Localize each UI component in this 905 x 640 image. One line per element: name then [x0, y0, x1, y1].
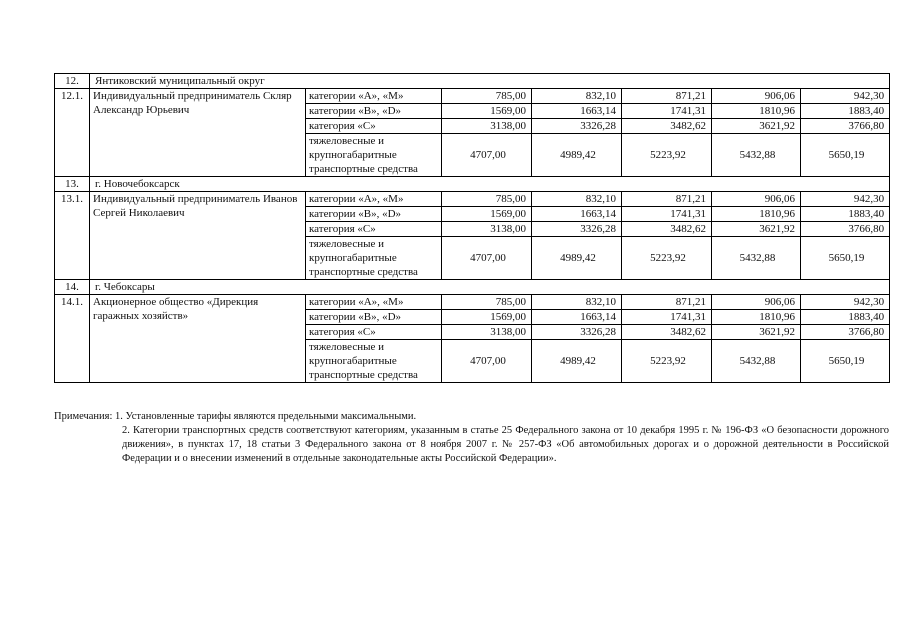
tariff-value: 942,30	[801, 295, 890, 310]
row-number: 14.1.	[55, 295, 90, 383]
tariff-value: 4707,00	[442, 134, 532, 177]
tariff-value: 1883,40	[801, 310, 890, 325]
row-number: 13.1.	[55, 192, 90, 280]
tariff-value: 3766,80	[801, 222, 890, 237]
section-header-row	[55, 280, 890, 295]
tariff-value: 1741,31	[622, 310, 712, 325]
tariff-value: 1883,40	[801, 104, 890, 119]
section-number: 14.	[55, 280, 90, 295]
tariff-value: 5432,88	[712, 134, 801, 177]
vehicle-category: категория «С»	[306, 325, 442, 340]
tariff-value: 5432,88	[712, 340, 801, 383]
vehicle-category: категории «А», «М»	[306, 89, 442, 104]
vehicle-category: тяжеловесные и крупногабаритные транспортные средства	[306, 134, 442, 177]
tariff-value: 1741,31	[622, 104, 712, 119]
tariff-value: 942,30	[801, 192, 890, 207]
tariff-value: 3766,80	[801, 119, 890, 134]
tariff-value: 1810,96	[712, 207, 801, 222]
tariff-value: 906,06	[712, 89, 801, 104]
section-number: 13.	[55, 177, 90, 192]
tariff-value: 1569,00	[442, 207, 532, 222]
tariff-value: 1569,00	[442, 104, 532, 119]
tariff-value: 5223,92	[622, 237, 712, 280]
tariff-value: 785,00	[442, 295, 532, 310]
tariff-value: 1663,14	[532, 104, 622, 119]
tariff-value: 3326,28	[532, 325, 622, 340]
tariff-table	[54, 73, 890, 383]
organization-name: Акционерное общество «Дирекция гаражных хозяйств»	[90, 295, 306, 383]
tariff-value: 3621,92	[712, 222, 801, 237]
tariff-value: 5650,19	[801, 237, 890, 280]
vehicle-category: тяжеловесные и крупногабаритные транспортные средства	[306, 340, 442, 383]
tariff-value: 832,10	[532, 192, 622, 207]
note-2: 2. Категории транспортных средств соответствуют категориям, указанным в статье 25 Федерального закона от 10 декабря 1995 г. № 196-ФЗ «О безопасности дорожного движения», в пунктах 17, 18 статьи 3 Федерального закона от 8 ноября 2007 г. № 257-ФЗ «Об автомобильных дорогах и о дорожной деятельности в Российской Федерации и о внесении изменений в отдельные законодательные акты Российской Федерации».	[122, 425, 889, 464]
vehicle-category: тяжеловесные и крупногабаритные транспортные средства	[306, 237, 442, 280]
notes	[54, 410, 889, 466]
tariff-value: 906,06	[712, 192, 801, 207]
tariff-value: 1569,00	[442, 310, 532, 325]
tariff-value: 832,10	[532, 295, 622, 310]
section-header-row	[55, 177, 890, 192]
table-body	[55, 74, 890, 383]
tariff-value: 1663,14	[532, 207, 622, 222]
tariff-value: 785,00	[442, 192, 532, 207]
tariff-value: 4707,00	[442, 340, 532, 383]
tariff-value: 4989,42	[532, 237, 622, 280]
tariff-value: 3326,28	[532, 119, 622, 134]
tariff-value: 3138,00	[442, 222, 532, 237]
tariff-value: 5223,92	[622, 134, 712, 177]
tariff-value: 4989,42	[532, 340, 622, 383]
row-number: 12.1.	[55, 89, 90, 177]
organization-name: Индивидуальный предприниматель Скляр Александр Юрьевич	[90, 89, 306, 177]
vehicle-category: категории «В», «D»	[306, 310, 442, 325]
tariff-value: 871,21	[622, 89, 712, 104]
tariff-value: 4989,42	[532, 134, 622, 177]
organization-name: Индивидуальный предприниматель Иванов Сергей Николаевич	[90, 192, 306, 280]
tariff-value: 3621,92	[712, 119, 801, 134]
tariff-value: 1663,14	[532, 310, 622, 325]
tariff-value: 1810,96	[712, 310, 801, 325]
tariff-value: 871,21	[622, 192, 712, 207]
tariff-value: 3138,00	[442, 119, 532, 134]
tariff-value: 5223,92	[622, 340, 712, 383]
section-title: г. Чебоксары	[90, 280, 890, 295]
table-row	[55, 89, 890, 104]
table-row	[55, 295, 890, 310]
vehicle-category: категория «С»	[306, 119, 442, 134]
section-title: г. Новочебоксарск	[90, 177, 890, 192]
tariff-value: 871,21	[622, 295, 712, 310]
tariff-value: 5650,19	[801, 340, 890, 383]
section-number: 12.	[55, 74, 90, 89]
tariff-value: 785,00	[442, 89, 532, 104]
vehicle-category: категории «А», «М»	[306, 295, 442, 310]
vehicle-category: категории «А», «М»	[306, 192, 442, 207]
tariff-value: 3326,28	[532, 222, 622, 237]
tariff-value: 3482,62	[622, 325, 712, 340]
section-title: Янтиковский муниципальный округ	[90, 74, 890, 89]
note-1: Примечания: 1. Установленные тарифы являются предельными максимальными.	[54, 411, 417, 422]
tariff-value: 906,06	[712, 295, 801, 310]
tariff-value: 1883,40	[801, 207, 890, 222]
tariff-value: 1810,96	[712, 104, 801, 119]
tariff-value: 3621,92	[712, 325, 801, 340]
tariff-value: 5432,88	[712, 237, 801, 280]
vehicle-category: категория «С»	[306, 222, 442, 237]
tariff-value: 832,10	[532, 89, 622, 104]
tariff-value: 942,30	[801, 89, 890, 104]
tariff-value: 5650,19	[801, 134, 890, 177]
tariff-value: 3766,80	[801, 325, 890, 340]
tariff-value: 3482,62	[622, 222, 712, 237]
tariff-value: 3138,00	[442, 325, 532, 340]
tariff-value: 1741,31	[622, 207, 712, 222]
vehicle-category: категории «В», «D»	[306, 207, 442, 222]
section-header-row	[55, 74, 890, 89]
table-row	[55, 192, 890, 207]
tariff-value: 4707,00	[442, 237, 532, 280]
tariff-value: 3482,62	[622, 119, 712, 134]
vehicle-category: категории «В», «D»	[306, 104, 442, 119]
